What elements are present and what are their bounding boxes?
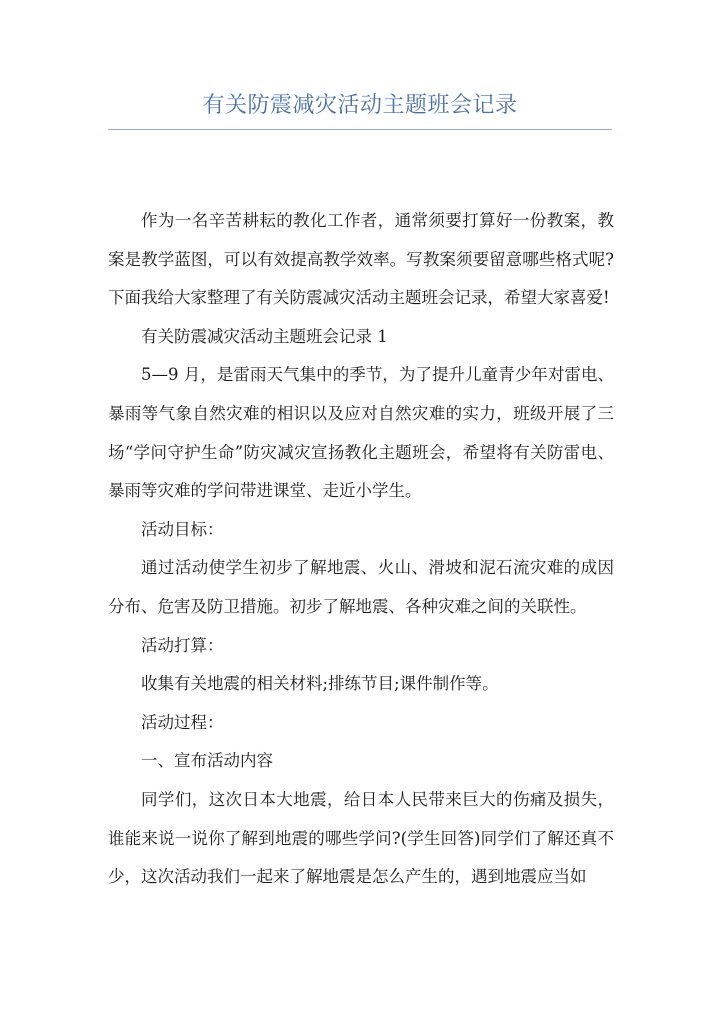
paragraph-step-one: 一、宣布活动内容 [141, 751, 273, 771]
paragraph-intro: 作为一名辛苦耕耘的教化工作者，通常须要打算好一份教案，教案是教学蓝图，可以有效提高教学效率。写教案须要留意哪些格式呢?下面我给大家整理了有关防震减灾活动主题班会记录，希望大家喜爱! [108, 211, 614, 308]
document-title: 有关防震减灾活动主题班会记录 [202, 93, 518, 118]
paragraph-goal-heading: 活动目标： [141, 519, 224, 539]
paragraph-goal: 通过活动使学生初步了解地震、火山、滑坡和泥石流灾难的成因分布、危害及防卫措施。初步了解地震、各种灾难之间的关联性。 [108, 558, 614, 616]
paragraph-background: 5—9 月，是雷雨天气集中的季节，为了提升儿童青少年对雷电、暴雨等气象自然灾难的相识以及应对自然灾难的实力，班级开展了三场“学问守护生命”防灾减灾宣扬教化主题班会，希望将有关防雷电、暴雨等灾难的学问带进课堂、走近小学生。 [108, 365, 614, 501]
paragraph-prep-heading: 活动打算： [141, 635, 224, 655]
paragraph-section-heading: 有关防震减灾活动主题班会记录 1 [141, 326, 388, 346]
document-body [108, 202, 614, 897]
paragraph-prep: 收集有关地震的相关材料;排练节目;课件制作等。 [141, 674, 499, 694]
paragraph-step-one-body: 同学们，这次日本大地震，给日本人民带来巨大的伤痛及损失，谁能来说一说你了解到地震的哪些学问?(学生回答)同学们了解还真不少，这次活动我们一起来了解地震是怎么产生的，遇到地震应当如 [108, 789, 614, 887]
paragraph-process-heading: 活动过程： [141, 712, 224, 732]
title-divider [108, 129, 612, 130]
